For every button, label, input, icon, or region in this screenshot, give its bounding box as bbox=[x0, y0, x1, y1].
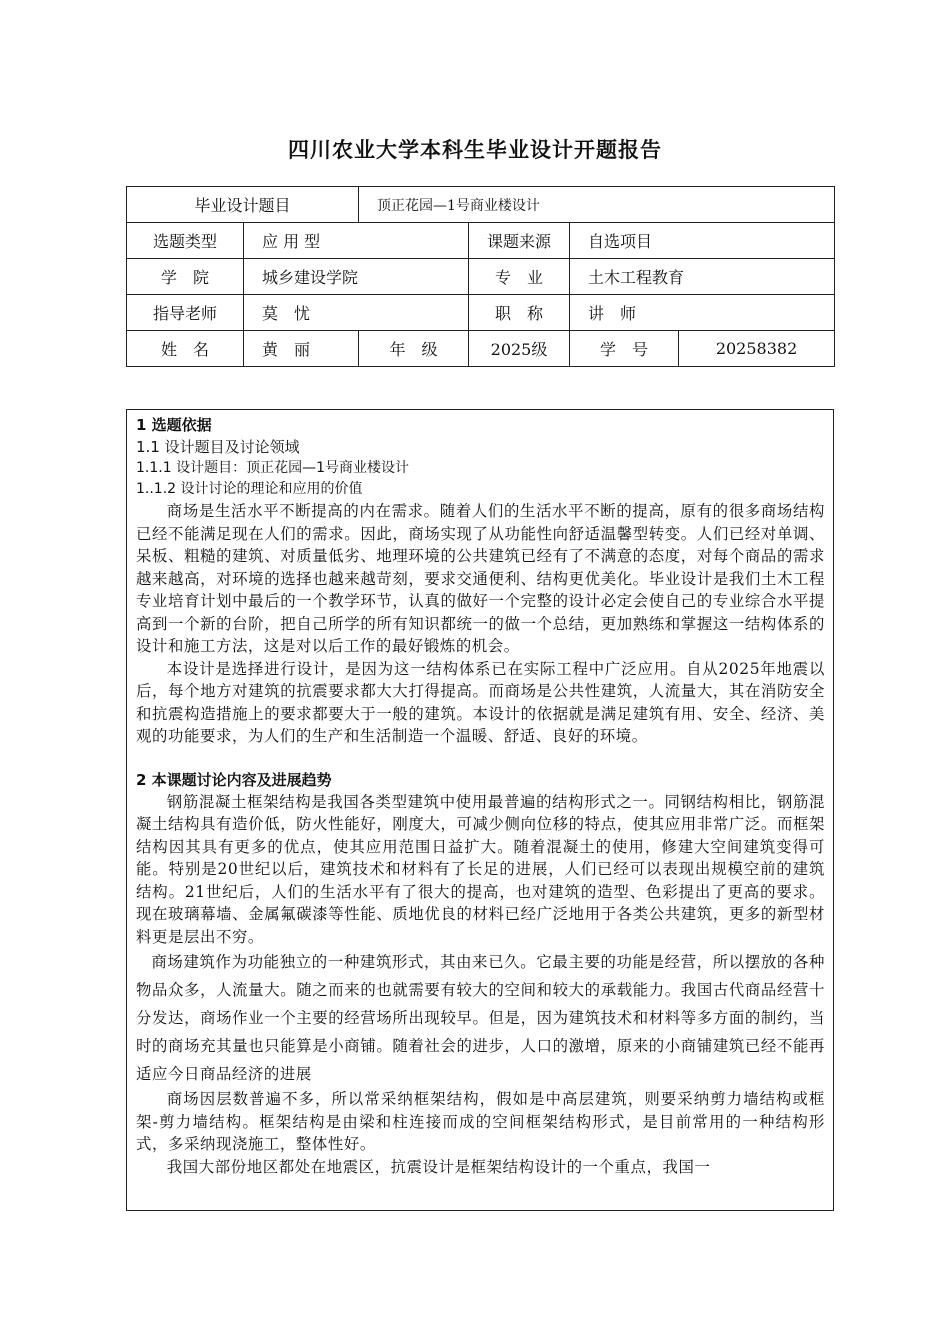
id-label: 学 号 bbox=[570, 331, 679, 367]
paragraph: 商场因层数普遍不多，所以常采纳框架结构，假如是中高层建筑，则要采纳剪力墙结构或框架-剪力墙结构。框架结构是由梁和柱连接而成的空间框架结构形式，是目前常用的一种结构形式，多采纳现浇施工，整体性好。 bbox=[136, 1090, 825, 1153]
section-2-heading: 2 本课题讨论内容及进展趋势 bbox=[136, 770, 332, 789]
name-label: 姓 名 bbox=[127, 331, 244, 367]
section-1-heading: 1 选题依据 bbox=[136, 416, 212, 434]
paragraph: 钢筋混凝土框架结构是我国各类型建筑中使用最普遍的结构形式之一。同钢结构相比，钢筋混凝土结构具有造价低，防火性能好，刚度大，可减少侧向位移的特点，使其应用非常广泛。而框架结构因其具有更多的优点，使其应用范围日益扩大。随着混凝土的使用，修建大空间建筑变得可能。特别是20世纪以后，建筑技术和材料有了长足的进展，人们已经可以表现出规模空前的建筑结构。21世纪后，人们的生活水平有了很大的提高，也对建筑的造型、色彩提出了更高的要求。现在玻璃幕墙、金属氟碳漆等性能、质地优良的材料已经广泛地用于各类公共建筑，更多的新型材料更是层出不穷。 bbox=[136, 792, 825, 946]
paragraph: 商场是生活水平不断提高的内在需求。随着人们的生活水平不断的提高，原有的很多商场结构已经不能满足现在人们的需求。因此，商场实现了从功能性向舒适温馨型转变。人们已经对单调、呆板、粗糙的建筑、对质量低劣、地理环境的公共建筑已经有了不满意的态度，对每个商品的需求越来越高，对环境的选择也越来越苛刻，要求交通便利、结构更优美化。毕业设计是我们土木工程专业培育计划中最后的一个教学环节，认真的做好一个完整的设计必定会使自己的专业综合水平提高到一个新的台阶，把自己所学的所有知识都统一的做一个总结，更加熟练和掌握这一结构体系的设计和施工方法，这是对以后工作的最好锻炼的机会。 bbox=[136, 502, 825, 655]
major-label: 专 业 bbox=[469, 259, 570, 295]
type-row bbox=[127, 223, 835, 259]
rank-label: 职 称 bbox=[469, 295, 570, 331]
source-value: 自选项目 bbox=[570, 223, 835, 259]
advisor-row bbox=[127, 295, 835, 331]
rank-value: 讲 师 bbox=[570, 295, 835, 331]
grade-value: 2025级 bbox=[469, 331, 570, 367]
student-row bbox=[127, 331, 835, 367]
paragraph: 商场建筑作为功能独立的一种建筑形式，其由来已久。它最主要的功能是经营，所以摆放的各种物品众多，人流量大。随之而来的也就需要有较大的空间和较大的承载能力。我国古代商品经营十分发达，商场作业一个主要的经营场所出现较早。但是，因为建筑技术和材料等多方面的制约，当时的商场充其量也只能算是小商铺。随着社会的进步，人口的激增，原来的小商铺建筑已经不能再适应今日商品经济的进展 bbox=[136, 953, 825, 1083]
grade-label: 年 级 bbox=[359, 331, 469, 367]
name-value: 黄 丽 bbox=[244, 331, 359, 367]
id-value: 20258382 bbox=[679, 331, 835, 367]
topic-label: 毕业设计题目 bbox=[127, 187, 359, 223]
info-table bbox=[126, 186, 835, 367]
topic-row bbox=[127, 187, 835, 223]
source-label: 课题来源 bbox=[469, 223, 570, 259]
major-value: 土木工程教育 bbox=[570, 259, 835, 295]
type-value: 应 用 型 bbox=[244, 223, 469, 259]
section-1-1-2-heading: 1..1.2 设计讨论的理论和应用的价值 bbox=[136, 481, 363, 497]
advisor-label: 指导老师 bbox=[127, 295, 244, 331]
report-body bbox=[126, 409, 834, 1211]
section-1-1-heading: 1.1 设计题目及讨论领域 bbox=[136, 438, 300, 456]
paragraph: 我国大部份地区都处在地震区，抗震设计是框架结构设计的一个重点，我国一 bbox=[166, 1157, 711, 1176]
college-label: 学 院 bbox=[127, 259, 244, 295]
document-title: 四川农业大学本科生毕业设计开题报告 bbox=[288, 138, 662, 162]
section-1-1-1-heading: 1.1.1 设计题目：顶正花园—1号商业楼设计 bbox=[136, 460, 409, 476]
type-label: 选题类型 bbox=[127, 223, 244, 259]
paragraph: 本设计是选择进行设计，是因为这一结构体系已在实际工程中广泛应用。自从2025年地震以后，每个地方对建筑的抗震要求都大大打得提高。而商场是公共性建筑，人流量大，其在消防安全和抗震构造措施上的要求都要大于一般的建筑。本设计的依据就是满足建筑有用、安全、经济、美观的功能要求，为人们的生产和生活制造一个温暖、舒适、良好的环境。 bbox=[136, 659, 825, 745]
spacer bbox=[136, 748, 825, 769]
college-row bbox=[127, 259, 835, 295]
topic-value: 顶正花园—1号商业楼设计 bbox=[359, 187, 835, 223]
advisor-value: 莫 忧 bbox=[244, 295, 469, 331]
college-value: 城乡建设学院 bbox=[244, 259, 469, 295]
